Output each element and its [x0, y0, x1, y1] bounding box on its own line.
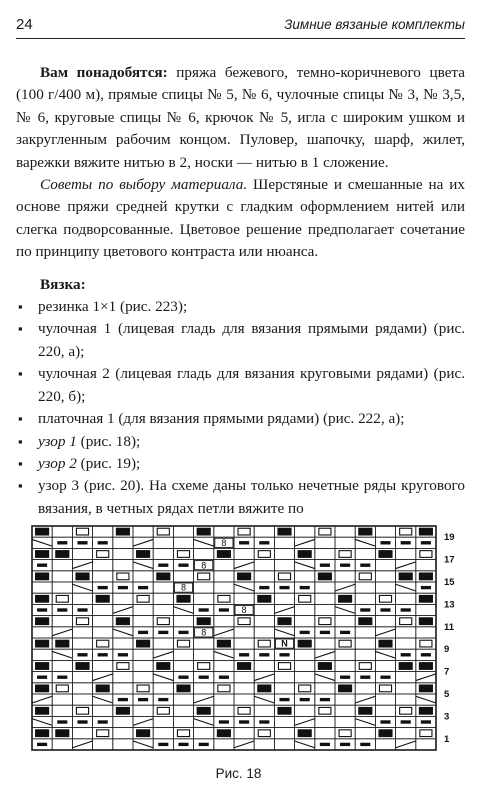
- bullet-icon: ▪: [18, 411, 23, 427]
- chart-dash: [360, 564, 370, 567]
- chart-row-label: 7: [444, 666, 450, 678]
- chart-filled-square: [55, 550, 69, 558]
- chart-open-square: [56, 595, 68, 602]
- chart-open-square: [218, 595, 230, 602]
- chart-open-square: [137, 685, 149, 692]
- chart-filled-square: [96, 684, 110, 692]
- chart-open-square: [299, 595, 311, 602]
- chart-filled-square: [358, 617, 372, 625]
- chart-filled-square: [399, 662, 413, 670]
- chart-open-square: [379, 685, 391, 692]
- chart-filled-square: [318, 572, 332, 580]
- chart-open-square: [218, 685, 230, 692]
- chart-dash: [158, 631, 168, 634]
- chart-symbol-eight: 8: [201, 627, 207, 638]
- chart-dash: [98, 720, 108, 723]
- chart-dash: [380, 676, 390, 679]
- chart-filled-square: [136, 640, 150, 648]
- chart-filled-square: [136, 729, 150, 737]
- chart-dash: [37, 564, 47, 567]
- list-item-text: (рис. 18);: [76, 432, 141, 450]
- chart-row-label: 9: [444, 644, 450, 656]
- list-item-text: платочная 1 (для вязания прямыми рядами) (рис. 222, а);: [38, 410, 405, 428]
- chart-open-square: [238, 618, 250, 625]
- chart-filled-square: [96, 595, 110, 603]
- chart-dash: [57, 608, 67, 611]
- chart-open-square: [400, 528, 412, 535]
- chart-dash: [360, 608, 370, 611]
- materials-text: пряжа бежевого, темно-коричневого цвета (100 г/400 м), прямые спицы № 5, № 6, чулочные спицы № 3, № 3,5, № 6, круговые спицы № 6, крючок № 5, игла с широким ушком и закругленным рабочим концом. Пуловер, шапочку, шарф, жилет, варежки вяжите нитью в 2, носки — нитью в 1 сложение.: [16, 64, 465, 171]
- chart-dash: [421, 653, 431, 656]
- chart-dash: [239, 541, 249, 544]
- chart-open-square: [258, 551, 270, 558]
- bullet-icon: ▪: [18, 433, 23, 449]
- chart-filled-square: [35, 550, 49, 558]
- page-body: [16, 62, 465, 520]
- materials-lead: Вам понадобятся:: [40, 64, 168, 81]
- advice-text: Шерстяные и смешанные на их основе пряжи средней крутки с гладким оформлением нитей или слегка подворсованные. Цветовое решение предполагает сочетание по принципу цветового контраста или нюанса.: [16, 176, 466, 261]
- chart-dash: [360, 743, 370, 746]
- chart-dash: [178, 743, 188, 746]
- chart-filled-square: [419, 684, 433, 692]
- chart-filled-square: [277, 707, 291, 715]
- chart-dash: [239, 720, 249, 723]
- chart-symbol-eight: 8: [241, 605, 247, 616]
- chart-dash: [360, 676, 370, 679]
- chart-dash: [37, 608, 47, 611]
- chart-filled-square: [35, 684, 49, 692]
- chart-filled-square: [136, 550, 150, 558]
- chart-dash: [199, 743, 209, 746]
- chart-filled-square: [378, 550, 392, 558]
- chart-dash: [421, 586, 431, 589]
- chart-dash: [77, 541, 87, 544]
- chart-dash: [98, 586, 108, 589]
- chart-filled-square: [35, 528, 49, 536]
- list-item: [16, 431, 465, 453]
- chart-filled-square: [55, 640, 69, 648]
- chart-open-square: [97, 640, 109, 647]
- chart-filled-square: [358, 707, 372, 715]
- chart-filled-square: [257, 684, 271, 692]
- chart-open-square: [177, 551, 189, 558]
- chart-row-label: 17: [444, 554, 455, 566]
- chart-open-square: [299, 685, 311, 692]
- chart-row-label: 1: [444, 733, 450, 745]
- chart-dash: [259, 541, 269, 544]
- chart-filled-square: [116, 528, 130, 536]
- advice-lead: Советы по выбору материала.: [40, 176, 248, 194]
- chart-dash: [57, 720, 67, 723]
- chart-open-square: [339, 730, 351, 737]
- list-item: [16, 318, 465, 363]
- chart-open-square: [400, 707, 412, 714]
- chart-dash: [219, 720, 229, 723]
- chart-dash: [138, 698, 148, 701]
- chart-filled-square: [338, 595, 352, 603]
- chart-dash: [340, 743, 350, 746]
- chart-dash: [300, 586, 310, 589]
- chart-filled-square: [358, 528, 372, 536]
- chart-dash: [57, 676, 67, 679]
- chart-open-square: [319, 707, 331, 714]
- chart-open-square: [359, 573, 371, 580]
- chart-dash: [340, 676, 350, 679]
- knitting-title: Вязка:: [40, 275, 86, 293]
- chart-open-square: [97, 551, 109, 558]
- list-item: [16, 363, 465, 408]
- chart-dash: [37, 743, 47, 746]
- list-item-text: узор 3 (рис. 20). На схеме даны только нечетные ряды кругового вязания, в четных рядах петли вяжите по: [38, 477, 465, 517]
- chart-filled-square: [237, 662, 251, 670]
- chart-open-square: [319, 618, 331, 625]
- list-item: [16, 475, 465, 520]
- chart-dash: [279, 653, 289, 656]
- chart-dash: [401, 653, 411, 656]
- chart-dash: [77, 608, 87, 611]
- bullet-icon: ▪: [18, 299, 23, 315]
- list-item: [16, 408, 465, 430]
- chart-dash: [320, 564, 330, 567]
- chart-row-label: 13: [444, 599, 455, 611]
- chart-dash: [219, 676, 229, 679]
- chart-row-label: 3: [444, 711, 450, 723]
- chart-dash: [279, 698, 289, 701]
- chart-filled-square: [419, 572, 433, 580]
- chart-dash: [300, 698, 310, 701]
- chart-dash: [37, 676, 47, 679]
- chart-filled-square: [277, 528, 291, 536]
- chart-dash: [380, 608, 390, 611]
- chart-filled-square: [217, 550, 231, 558]
- chart-dash: [98, 541, 108, 544]
- chart-open-square: [339, 640, 351, 647]
- chart-open-square: [258, 640, 270, 647]
- chart-dash: [340, 564, 350, 567]
- chart-dash: [178, 564, 188, 567]
- running-title: Зимние вязаные комплекты: [284, 17, 465, 32]
- chart-dash: [219, 608, 229, 611]
- figure-caption: Рис. 18: [215, 766, 262, 781]
- chart-open-square: [198, 663, 210, 670]
- chart-filled-square: [197, 707, 211, 715]
- bullet-icon: ▪: [18, 478, 23, 494]
- chart-filled-square: [277, 617, 291, 625]
- list-item: [16, 296, 465, 318]
- chart-open-square: [278, 663, 290, 670]
- chart-open-square: [97, 730, 109, 737]
- chart-filled-square: [419, 528, 433, 536]
- chart-filled-square: [318, 662, 332, 670]
- chart-dash: [138, 631, 148, 634]
- chart-filled-square: [237, 572, 251, 580]
- list-item-italic: узор 1: [38, 432, 77, 450]
- chart-filled-square: [298, 640, 312, 648]
- chart-open-square: [420, 730, 432, 737]
- chart-filled-square: [298, 550, 312, 558]
- chart-open-square: [117, 573, 129, 580]
- chart-dash: [77, 720, 87, 723]
- chart-dash: [98, 653, 108, 656]
- chart-open-square: [76, 707, 88, 714]
- chart-filled-square: [217, 729, 231, 737]
- chart-dash: [401, 608, 411, 611]
- chart-filled-square: [217, 640, 231, 648]
- list-item-text: (рис. 19);: [76, 454, 141, 472]
- chart-filled-square: [156, 572, 170, 580]
- chart-dash: [380, 541, 390, 544]
- list-item-italic: узор 2: [38, 454, 77, 472]
- chart-open-square: [177, 730, 189, 737]
- chart-symbol-eight: 8: [201, 560, 207, 571]
- chart-dash: [259, 653, 269, 656]
- chart-filled-square: [116, 707, 130, 715]
- chart-filled-square: [176, 595, 190, 603]
- chart-open-square: [157, 618, 169, 625]
- chart-open-square: [137, 595, 149, 602]
- pattern-chart-svg: [28, 522, 464, 758]
- chart-open-square: [157, 528, 169, 535]
- chart-open-square: [379, 595, 391, 602]
- chart-filled-square: [35, 707, 49, 715]
- chart-dash: [259, 720, 269, 723]
- chart-filled-square: [197, 528, 211, 536]
- chart-open-square: [420, 551, 432, 558]
- list-item-text: чулочная 1 (лицевая гладь для вязания прямыми рядами) (рис. 220, а);: [38, 320, 465, 360]
- chart-open-square: [198, 573, 210, 580]
- chart-dash: [421, 541, 431, 544]
- chart-dash: [118, 586, 128, 589]
- chart-dash: [178, 631, 188, 634]
- chart-filled-square: [419, 595, 433, 603]
- chart-dash: [138, 586, 148, 589]
- chart-dash: [300, 631, 310, 634]
- chart-dash: [199, 608, 209, 611]
- chart-row-label: 15: [444, 577, 455, 588]
- chart-filled-square: [419, 707, 433, 715]
- chart-symbol-eight: 8: [180, 582, 187, 593]
- pattern-chart: [28, 522, 464, 758]
- chart-open-square: [258, 730, 270, 737]
- chart-dash: [158, 698, 168, 701]
- chart-dash: [178, 676, 188, 679]
- chart-dash: [401, 720, 411, 723]
- chart-filled-square: [35, 640, 49, 648]
- chart-dash: [421, 720, 431, 723]
- chart-filled-square: [35, 595, 49, 603]
- chart-filled-square: [75, 572, 89, 580]
- chart-filled-square: [419, 617, 433, 625]
- chart-filled-square: [197, 617, 211, 625]
- chart-dash: [158, 743, 168, 746]
- chart-dash: [77, 653, 87, 656]
- chart-symbol-n: N: [281, 638, 288, 649]
- chart-open-square: [339, 551, 351, 558]
- chart-dash: [279, 586, 289, 589]
- chart-open-square: [400, 618, 412, 625]
- chart-open-square: [76, 618, 88, 625]
- chart-filled-square: [35, 662, 49, 670]
- bullet-icon: ▪: [18, 455, 23, 471]
- chart-dash: [259, 586, 269, 589]
- chart-row-label: 5: [444, 689, 450, 700]
- chart-filled-square: [35, 572, 49, 580]
- chart-row-label: 11: [444, 621, 455, 633]
- chart-dash: [340, 631, 350, 634]
- bullet-icon: ▪: [18, 366, 23, 382]
- chart-open-square: [420, 640, 432, 647]
- chart-filled-square: [399, 572, 413, 580]
- advice-paragraph: [16, 174, 465, 264]
- chart-dash: [401, 541, 411, 544]
- chart-filled-square: [156, 662, 170, 670]
- chart-open-square: [56, 685, 68, 692]
- chart-dash: [320, 743, 330, 746]
- chart-dash: [118, 698, 128, 701]
- chart-filled-square: [378, 729, 392, 737]
- chart-open-square: [238, 707, 250, 714]
- page-number: 24: [16, 16, 33, 33]
- chart-filled-square: [55, 729, 69, 737]
- chart-filled-square: [75, 662, 89, 670]
- materials-paragraph: [16, 62, 465, 174]
- chart-open-square: [177, 640, 189, 647]
- chart-open-square: [319, 528, 331, 535]
- chart-dash: [118, 653, 128, 656]
- chart-filled-square: [338, 684, 352, 692]
- list-item: [16, 453, 465, 475]
- chart-row-label: 19: [444, 532, 455, 544]
- chart-open-square: [157, 707, 169, 714]
- chart-filled-square: [35, 617, 49, 625]
- chart-filled-square: [176, 684, 190, 692]
- chart-filled-square: [419, 662, 433, 670]
- chart-dash: [380, 720, 390, 723]
- chart-filled-square: [35, 729, 49, 737]
- chart-open-square: [278, 573, 290, 580]
- bullet-icon: ▪: [18, 321, 23, 337]
- chart-open-square: [359, 663, 371, 670]
- chart-open-square: [238, 528, 250, 535]
- chart-dash: [320, 631, 330, 634]
- chart-dash: [239, 653, 249, 656]
- chart-symbol-eight: 8: [221, 537, 227, 548]
- page-header: [16, 12, 465, 39]
- chart-dash: [320, 698, 330, 701]
- chart-filled-square: [257, 595, 271, 603]
- chart-filled-square: [298, 729, 312, 737]
- knitting-list: [16, 296, 465, 520]
- list-item-text: чулочная 2 (лицевая гладь для вязания круговыми рядами) (рис. 220, б);: [38, 365, 465, 405]
- chart-open-square: [117, 663, 129, 670]
- list-item-text: резинка 1×1 (рис. 223);: [38, 298, 188, 316]
- chart-dash: [57, 541, 67, 544]
- chart-filled-square: [378, 640, 392, 648]
- chart-dash: [158, 564, 168, 567]
- chart-open-square: [76, 528, 88, 535]
- chart-filled-square: [116, 617, 130, 625]
- chart-dash: [199, 676, 209, 679]
